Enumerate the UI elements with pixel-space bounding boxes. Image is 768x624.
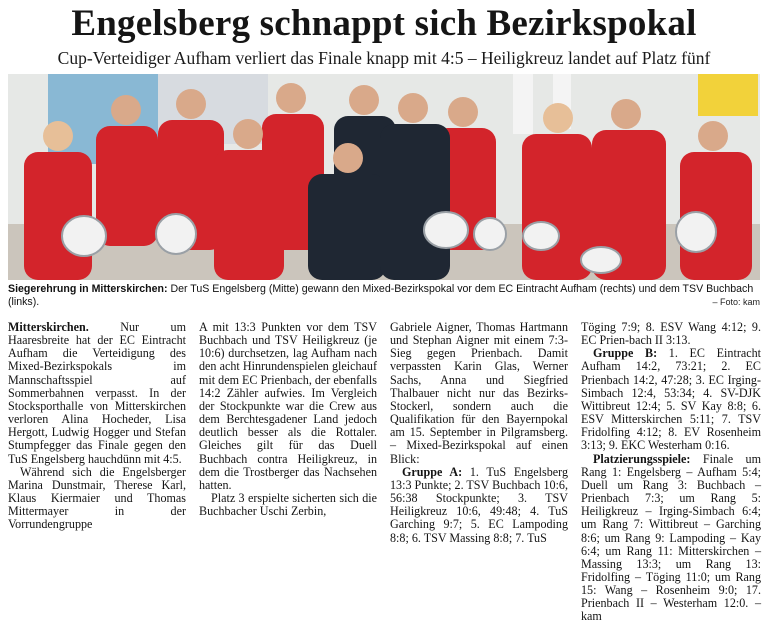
paragraph-text: Nur um Haaresbreite hat der EC Eintracht Aufham die Verteidigung des Mixed-Bezirkspokals im Mannschaftsspiel auf Sommerbahnen verpasst. In der Stocksporthalle von Mitterskirchen verloren Alina Hocheder, Lisa Hergott, Ludwig Hogger und Stefan Stumpfegger das Finale gegen den TuS Engelsberg hauchdünn mit 4:5. [8,320,186,466]
team-photo-illustration [8,74,760,280]
photo-caption [8,283,760,309]
article-column-4 [581,321,761,624]
dateline: Mitterskirchen. [8,320,89,334]
caption-lead: Siegerehrung in Mitterskirchen: [8,283,168,295]
paragraph: Gabriele Aigner, Thomas Hartmann und Stephan Aigner mit einem 7:3-Sieg gegen Prienbach. Damit verpassten Karin Glas, Werner Sachs, Anna und Siegfried Thalbauer nicht nur das Bezirks-Stockerl, sondern auch die Qualifikation für den Bayernpokal am 15. September in Pilgramsberg. – Mixed-Bezirkspokal auf einen Blick: [390,320,568,466]
results-group-a [390,466,568,545]
photo-credit: – Foto: kam [712,297,760,307]
paragraph: A mit 13:3 Punkten vor dem TSV Buchbach und TSV Heiligkreuz (je 10:6) durchsetzen, lag Aufham nach den acht Hinrundenspielen gleichauf mit dem EC Prienbach, der ebenfalls 14:2 Zähler aufwies. Im Vergleich der Stockpunkte war die Crew aus dem Berchtesgadener Land jedoch deutlich besser als die Rottaler. Gleiches gilt für das Duell Buchbach contra Heiligkreuz, in dem die Trostberger das Nachsehen hatten. [199,320,377,492]
caption-text: Der TuS Engelsberg (Mitte) gewann den Mixed-Bezirkspokal vor dem EC Eintracht Aufham (rechts) und dem TSV Buchbach (links). [8,283,754,308]
group-a-results: 1. TuS Engelsberg 13:3 Punkte; 2. TSV Buchbach 10:6, 56:38 Stockpunkte; 3. TSV Heiligkreuz 10:6, 49:48; 4. TuS Garching 9:7; 5. EC Lampoding 8:8; 6. TSV Massing 8:8; 7. TuS [390,464,569,545]
article-column-3 [390,321,568,545]
group-b-label: Gruppe B: [593,346,658,361]
results-group-b [581,347,761,452]
article-subheadline: Cup-Verteidiger Aufham verliert das Finale knapp mit 4:5 – Heiligkreuz landet auf Platz fünf [57,48,711,68]
group-a-label: Gruppe A: [402,464,463,479]
placements-results: Finale um Rang 1: Engelsberg – Aufham 5:4; Duell um Rang 3: Buchbach – Prienbach 7:3; um Rang 5: Heiligkreuz – Irging-Simbach 6:4; um Rang 7: Wittibreut – Garching 8:6; um Rang 9: Lampoding – Kay 6:4; um Rang 11: Mitterskirchen – Massing 13:3; um Rang 13: Fridolfing – Töging 11:0; um Rang 15: Wang – Rosenheim 9:0; 17. Prienbach II – Westerham 12:0. [581,451,761,611]
article-column-2 [199,321,377,518]
paragraph: Platz 3 erspielte sicherten sich die Buchbacher Uschi Zerbin, [199,491,377,519]
article-headline: Engelsberg schnappt sich Bezirkspokal [71,3,697,44]
paragraph: Während sich die Engelsberger Marina Dunstmair, Therese Karl, Klaus Kiermaier und Thomas Mittermayer in der Vorrundengruppe [8,464,186,532]
article-column-1 [8,321,186,532]
group-b-results: 1. EC Eintracht Aufham 14:2, 73:21; 2. EC Prienbach 14:2, 47:28; 3. EC Irging-Simbach 12:4, 53:34; 4. SV-DJK Wittibreut 12:4; 5. SV Kay 8:8; 6. ESV Mitterskirchen 5:11; 7. TSV Fridolfing 4:12; 8. EV Rosenheim 3:13; 9. EKC Westerham 0:16. [581,346,761,453]
results-placements [581,453,761,624]
team-photo [8,74,760,280]
placements-label: Platzierungsspiele: [593,451,691,466]
paragraph [8,321,186,466]
byline: – kam [581,596,761,624]
paragraph: Töging 7:9; 8. ESV Wang 4:12; 9. EC Prien-bach II 3:13. [581,320,761,348]
